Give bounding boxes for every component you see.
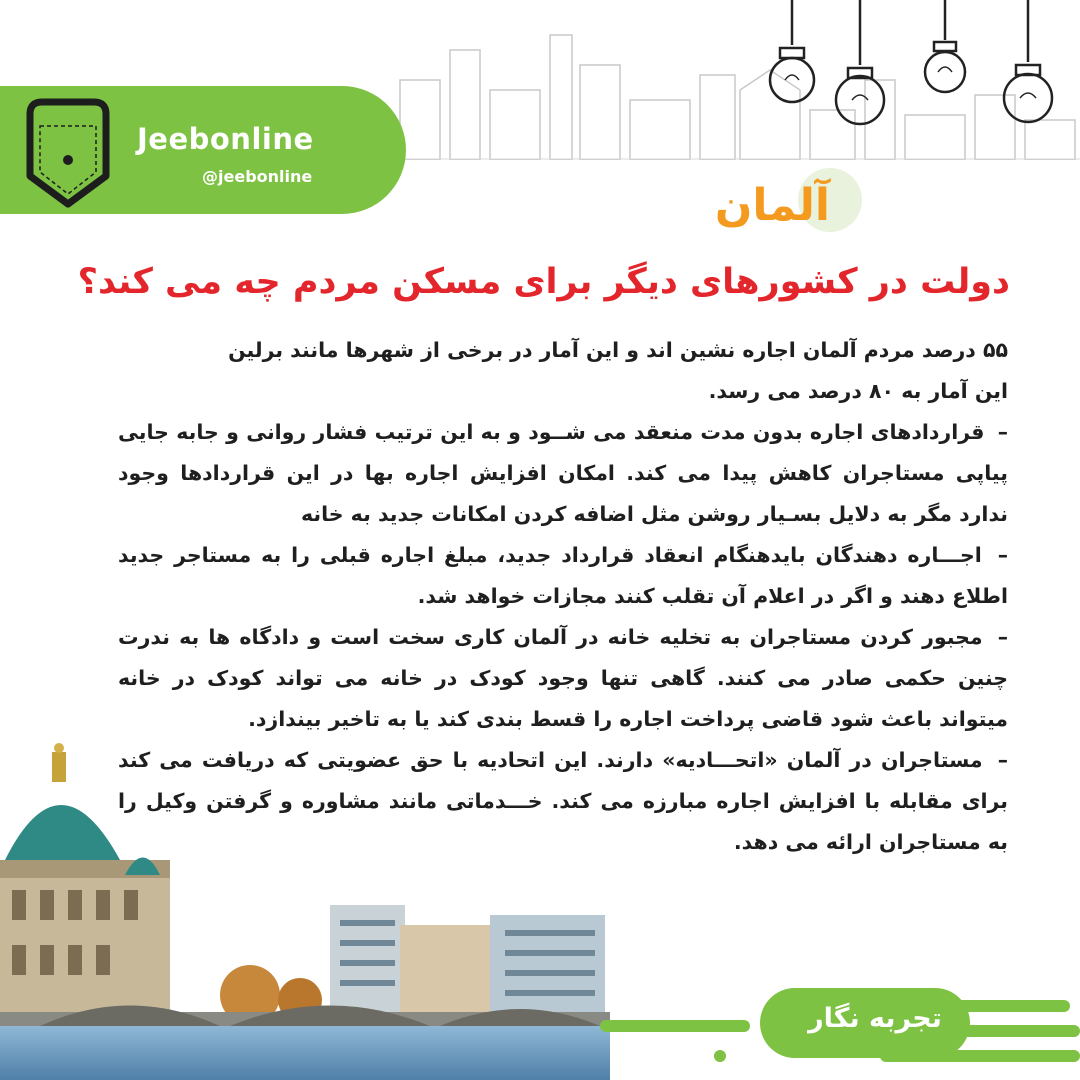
bullet-point bbox=[118, 617, 1008, 740]
bullet-point bbox=[118, 535, 1008, 617]
bullet-dash: – bbox=[997, 625, 1008, 649]
berlin-cityscape-image bbox=[0, 730, 610, 1080]
bullet-dash: – bbox=[997, 420, 1008, 444]
bullet-dash: – bbox=[997, 543, 1009, 567]
brand-name: Jeebonline bbox=[137, 122, 314, 156]
bullet-text: قراردادهای اجاره بدون مدت منعقد می شــود و به این ترتیب فشار روانی و جابه جایی پیاپی مستاجران کاهش پیدا می کند. امکان افزایش اجاره بها در این قراردادها وجود ندارد مگر به دلایل بسـیار روشن مثل اضافه کردن امکانات جدید به خانه bbox=[118, 420, 1008, 526]
intro-line-1: ۵۵ درصد مردم آلمان اجاره نشین اند و این آمار در برخی از شهرها مانند برلین bbox=[228, 338, 1008, 362]
bullet-text: اجـــاره دهندگان بایدهنگام انعقاد قرارداد جدید، مبلغ اجاره قبلی را به مستاجر جدید اطلاع دهند و اگر در اعلام آن تقلب کنند مجازات خواهد شد. bbox=[118, 543, 1008, 608]
page-headline: دولت در کشورهای دیگر برای مسکن مردم چه می کند؟ bbox=[77, 262, 1010, 302]
country-title: آلمان bbox=[714, 180, 830, 231]
brand-badge: تجربه نگار bbox=[808, 1003, 942, 1034]
bullet-point bbox=[118, 412, 1008, 535]
pocket-icon bbox=[22, 96, 114, 208]
brand-handle: @jeebonline bbox=[202, 167, 313, 186]
bullet-text: مجبور کردن مستاجران به تخلیه خانه در آلمان کاری سخت است و دادگاه ها به ندرت چنین حکمی صادر می کنند. گاهی تنها وجود کودک در خانه می تواند کودک در خانه میتواند باعث شود قاضی پرداخت اجاره را قسط بندی کند یا به تاخیر بیندازد. bbox=[118, 625, 1008, 731]
light-bulbs-illustration bbox=[740, 0, 1080, 145]
bullet-dash: – bbox=[997, 748, 1009, 772]
bullet-text: مستاجران در آلمان «اتحـــادیه» دارند. این اتحادیه با حق عضویتی که دریافت می کند برای مقابله با افزایش اجاره مبارزه می کند. خـــدماتی مانند مشاوره و گرفتن وکیل را به مستاجران ارائه می دهد. bbox=[118, 748, 1008, 854]
intro-line-2: این آمار به ۸۰ درصد می رسد. bbox=[708, 379, 1008, 403]
